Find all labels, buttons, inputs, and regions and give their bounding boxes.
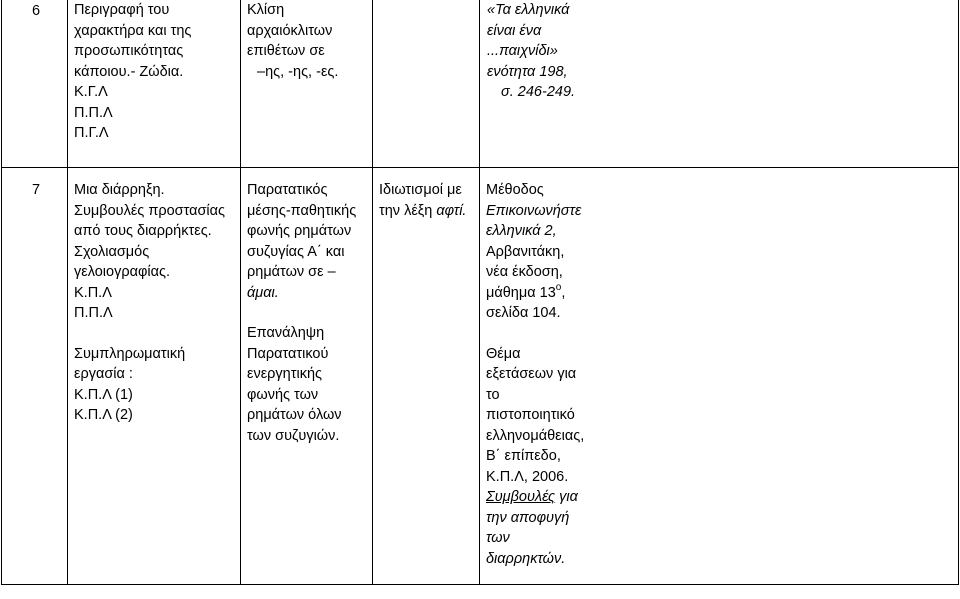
- lesson-plan-table: [1, 0, 959, 585]
- method-text: [480, 168, 958, 569]
- grammar-line: αρχαιόκλιτων: [247, 22, 333, 39]
- topic-line: Περιγραφή του: [74, 2, 170, 18]
- grammar-line: επιθέτων σε: [247, 43, 325, 59]
- resources-text: [480, 0, 958, 103]
- topic-line: Π.Γ.Λ: [74, 125, 109, 141]
- topic-line: Κ.Γ.Λ: [74, 84, 108, 100]
- method-label: Μέθοδος: [486, 182, 544, 198]
- exam-line: Β΄ επίπεδο,: [486, 448, 561, 464]
- topic-line: Μια διάρρηξη.: [74, 182, 165, 198]
- grammar-cell: [241, 0, 373, 168]
- textbook-lesson: [486, 283, 952, 304]
- vocabulary-text: [373, 168, 479, 221]
- grammar-line: Κλίση: [247, 2, 285, 18]
- row-number: 7: [32, 182, 41, 198]
- textbook-page: σελίδα 104.: [486, 305, 561, 321]
- topic-text: [68, 0, 240, 144]
- vocabulary-cell: [373, 168, 480, 585]
- row-number: 6: [32, 3, 41, 19]
- row-number-cell: [2, 168, 68, 585]
- topic-line: από τους διαρρήκτες.: [74, 223, 212, 239]
- resources-cell: [480, 0, 959, 168]
- exam-title: διαρρηκτών.: [486, 550, 566, 567]
- vocabulary-line: [379, 201, 473, 222]
- table-row: [2, 0, 959, 168]
- exam-line: Θέμα: [486, 345, 521, 362]
- topic-line: χαρακτήρα και της: [74, 22, 192, 39]
- revision-line: Παρατατικού: [247, 345, 329, 362]
- grammar-line: μέσης-παθητικής: [247, 202, 357, 219]
- grammar-line: άμαι.: [247, 284, 279, 301]
- topic-line: προσωπικότητας: [74, 43, 184, 59]
- exam-title-word: για: [559, 489, 578, 505]
- resources-line: ενότητα 198,: [487, 63, 568, 80]
- textbook-author: Αρβανιτάκη,: [486, 243, 565, 260]
- table-row: [2, 168, 959, 585]
- ordinal-suffix: ο: [555, 281, 562, 293]
- topic-line: Κ.Π.Λ: [74, 284, 112, 301]
- method-cell: [480, 168, 959, 585]
- exam-line: το: [486, 386, 500, 403]
- grammar-line: Παρατατικός: [247, 182, 328, 198]
- vocabulary-word: αφτί.: [436, 202, 467, 219]
- topic-line: Σχολιασμός: [74, 243, 150, 260]
- revision-line: ρημάτων όλων: [247, 407, 342, 423]
- exam-title: των: [486, 530, 510, 546]
- revision-line: φωνής των: [247, 386, 319, 403]
- textbook-title: ελληνικά 2,: [486, 223, 557, 239]
- topic-cell: [68, 168, 241, 585]
- resources-line: είναι ένα: [487, 22, 542, 39]
- lesson-punct: ,: [561, 284, 566, 301]
- exam-title: την αποφυγή: [486, 509, 570, 526]
- topic-line: Συμβουλές προστασίας: [74, 202, 226, 219]
- topic-cell: [68, 0, 241, 168]
- grammar-line: –ης, -ης, -ες.: [257, 63, 339, 80]
- textbook-title: Επικοινωνήστε: [486, 202, 582, 219]
- revision-line: Επανάληψη: [247, 325, 325, 341]
- supplementary-line: Κ.Π.Λ (2): [74, 407, 133, 423]
- topic-line: κάποιου.- Ζώδια.: [74, 63, 184, 80]
- grammar-text: [241, 168, 372, 446]
- revision-line: των συζυγιών.: [247, 427, 340, 444]
- topic-line: γελοιογραφίας.: [74, 264, 170, 280]
- lesson-number: μάθημα 13: [486, 284, 556, 301]
- grammar-cell: [241, 168, 373, 585]
- supplementary-line: εργασία :: [74, 366, 133, 382]
- grammar-line: ρημάτων σε –: [247, 264, 336, 280]
- grammar-text: [241, 0, 372, 82]
- textbook-edition: νέα έκδοση,: [486, 264, 563, 280]
- revision-line: ενεργητικής: [247, 366, 322, 382]
- topic-line: Π.Π.Λ: [74, 305, 113, 321]
- supplementary-line: Συμπληρωματική: [74, 345, 186, 362]
- topic-line: Π.Π.Λ: [74, 104, 113, 121]
- grammar-line: φωνής ρημάτων: [247, 223, 352, 239]
- topic-text: [68, 168, 240, 426]
- grammar-line: συζυγίας Α΄ και: [247, 243, 345, 260]
- resources-line: ...παιχνίδι»: [487, 43, 558, 59]
- supplementary-line: Κ.Π.Λ (1): [74, 386, 133, 403]
- exam-line: Κ.Π.Λ, 2006.: [486, 468, 569, 485]
- resources-line: «Τα ελληνικά: [487, 2, 570, 18]
- exam-title-word: Συμβουλές: [486, 489, 556, 505]
- exam-title: [486, 487, 952, 508]
- vocabulary-line: Ιδιωτισμοί με: [379, 182, 462, 198]
- exam-line: πιστοποιητικό: [486, 407, 575, 423]
- vocabulary-phrase: την λέξη: [379, 202, 437, 219]
- exam-line: εξετάσεων για: [486, 366, 577, 382]
- vocabulary-cell: [373, 0, 480, 168]
- row-number-cell: [2, 0, 68, 168]
- resources-line: σ. 246-249.: [501, 84, 576, 100]
- exam-line: ελληνομάθειας,: [486, 427, 585, 444]
